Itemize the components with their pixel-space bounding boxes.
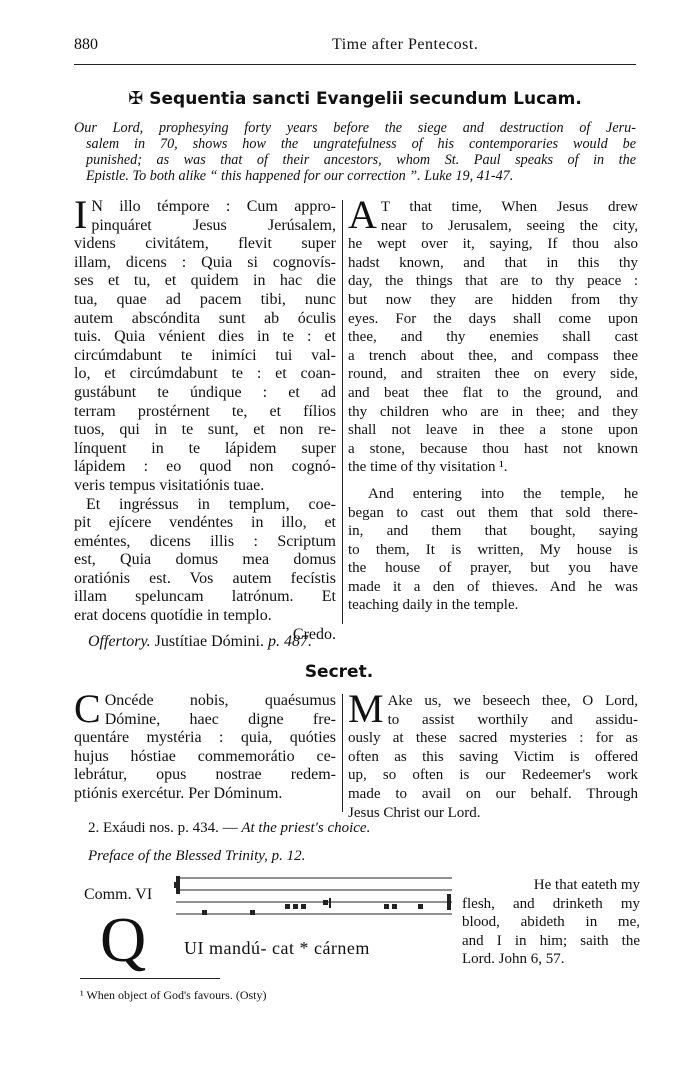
latin-line: tua, quae ad pacem tibi, nunc <box>74 290 336 308</box>
english-line: but now they are hidden from thy <box>348 291 638 308</box>
communion-label: Comm. VI <box>84 886 153 903</box>
offertory <box>88 633 312 651</box>
latin-line: ptiónis exercétur. Per Dóminum. <box>74 784 283 802</box>
latin-line: quentáre mystéria : quia, quóties <box>74 729 336 747</box>
english-line: Jesus Christ our Lord. <box>348 804 481 821</box>
latin-line: est, Quia domus mea domus <box>74 551 336 569</box>
cross-icon: ✠ <box>128 88 144 109</box>
english-line: to assist worthily and assidu- <box>387 711 638 728</box>
english-line: blood, abideth in me, <box>462 914 640 931</box>
gospel-english <box>348 192 638 615</box>
english-line: up, so often is our Redeemer's work <box>348 767 638 784</box>
english-line: And entering into the temple, he <box>368 485 638 502</box>
latin-line: circúmdabunt te inimíci tui val- <box>74 346 336 364</box>
latin-line: oratiónis est. Vos autem fecístis <box>74 569 336 587</box>
english-line: to them, It is written, My house is <box>348 541 638 558</box>
secret-latin <box>74 686 336 804</box>
latin-line: lebrátur, opus nostrae redem- <box>74 766 336 784</box>
column-rule <box>342 200 343 624</box>
gospel-latin-initial: I <box>74 192 88 237</box>
english-line: He that eateth my <box>533 877 640 893</box>
english-line: near to Jerusalem, seeing the city, <box>380 217 638 234</box>
page-header <box>74 36 636 58</box>
latin-line: tuis. Quia vénient dies in te : et <box>74 328 336 346</box>
english-line: the house of prayer, but you have <box>348 560 638 577</box>
latin-line: autem abscóndita sunt ab óculis <box>74 309 336 327</box>
summary-line: Epistle. To both alike “ this happened for our correction ”. Luke 19, 41-47. <box>86 168 514 184</box>
latin-line: Dómine, haec digne fre- <box>104 710 336 728</box>
latin-line: pit ejícere vendéntes in illo, et <box>74 514 336 532</box>
latin-line: veris tempus visitatiónis tuae. <box>74 476 265 494</box>
english-line: hadst known, and that in this thy <box>348 254 638 271</box>
english-line: teaching daily in the temple. <box>348 597 519 614</box>
page-number: 880 <box>74 36 98 53</box>
latin-line: lápidem : eo quod non cognó- <box>74 458 336 476</box>
latin-line: videns civitátem, flevit super <box>74 235 336 253</box>
gospel-summary <box>74 120 636 184</box>
latin-line: tuos, qui in te sunt, et non re- <box>74 421 336 439</box>
latin-credo: Credo. <box>292 625 336 643</box>
english-line: the time of thy visitation ¹. <box>348 459 508 476</box>
latin-line: Oncéde nobis, quaésumus <box>104 692 336 709</box>
secret-title: Secret. <box>304 662 374 682</box>
running-title: Time after Pentecost. <box>332 36 479 53</box>
english-line: Lord. John 6, 57. <box>462 951 565 968</box>
summary-line: punished; as was that of their ancestors, whom St. Paul speaks of in the <box>86 152 636 168</box>
english-line: round, and straiten thee on every side, <box>348 366 638 383</box>
english-line: and beat thee flat to the ground, and <box>348 384 638 401</box>
english-line: made it a den of thieves. And he was <box>348 578 638 595</box>
english-line: often as this saving Victim is offered <box>348 748 638 765</box>
english-line: in, and them that bought, saying <box>348 523 638 540</box>
english-line: T that time, When Jesus drew <box>380 199 638 215</box>
note-prefix: 2. Exáudi nos. p. 434. — <box>88 820 242 836</box>
chant-staff <box>172 872 456 926</box>
english-line: day, the things that are to thy peace : <box>348 273 638 290</box>
latin-line: eméntes, dicens illis : Scriptum <box>74 532 336 550</box>
english-line: Ake us, we beseech thee, O Lord, <box>387 693 638 709</box>
latin-line: erat docens quotídie in templo. <box>74 607 272 625</box>
english-line: thy children who are in thee; and they <box>348 403 638 420</box>
english-line: made to avail on our behalf. Through <box>348 785 638 802</box>
column-rule <box>342 694 343 812</box>
chant-text: UI mandú- cat * cárnem <box>184 938 370 958</box>
offertory-label: Offertory. <box>88 633 151 650</box>
offertory-text: Justítiae Dómini. <box>154 633 264 650</box>
latin-line: illam speluncam latrónum. Et <box>74 588 336 606</box>
communion-english <box>462 876 640 969</box>
summary-line: Our Lord, prophesying forty years before the siege and destruction of Jeru- <box>74 120 636 136</box>
gospel-title <box>74 88 636 109</box>
english-line: shall not leave in thee a stone upon <box>348 422 638 439</box>
latin-line: lo, et circúmdabunt te : et coan- <box>74 365 336 383</box>
latin-line: Et ingréssus in templum, coe- <box>86 495 336 513</box>
communion-initial: Q <box>100 904 147 975</box>
latin-line: línquent in te lápidem super <box>74 439 336 457</box>
english-line: a stone, because thou hast not known <box>348 440 638 457</box>
preface-note: Preface of the Blessed Trinity, p. 12. <box>88 848 306 864</box>
english-line: a trench about thee, and compass thee <box>348 347 638 364</box>
latin-line: N illo témpore : Cum appro- <box>91 198 336 215</box>
header-rule <box>74 64 636 65</box>
latin-line: hujus hóstiae commemorátio ce- <box>74 747 336 765</box>
gospel-latin <box>74 192 336 644</box>
latin-line: gustábunt te úndique : et ad <box>74 383 336 401</box>
gospel-english-initial: A <box>348 192 377 237</box>
footnote-rule <box>80 978 220 979</box>
english-line: began to cast out them that sold there- <box>348 504 638 521</box>
english-line: and I in him; saith the <box>462 932 640 949</box>
secret-english <box>348 686 638 822</box>
latin-line: ses et tu, et quidem in hac die <box>74 272 336 290</box>
gospel-title-text: Sequentia sancti Evangelii secundum Lucam. <box>149 89 582 109</box>
english-line: he wept over it, saying, If thou also <box>348 236 638 253</box>
secret-english-initial: M <box>348 686 384 731</box>
footnote: ¹ When object of God's favours. (Osty) <box>80 988 267 1002</box>
latin-line: pinquáret Jesus Jerúsalem, <box>91 216 336 234</box>
english-line: thee, and thy enemies shall cast <box>348 329 638 346</box>
note-italic: At the priest's choice. <box>241 820 371 836</box>
postcommunion-note <box>88 820 370 837</box>
offertory-page-ref: p. 487. <box>268 633 312 650</box>
latin-line: terram prostérnent te, et fílios <box>74 402 336 420</box>
summary-line: salem in 70, shows how the ungratefulness of his contemporaries would be <box>86 136 636 152</box>
english-line: flesh, and drinketh my <box>462 895 640 912</box>
latin-line: illam, dicens : Quia si cognovís- <box>74 253 336 271</box>
secret-latin-initial: C <box>74 686 101 731</box>
english-line: eyes. For the days shall come upon <box>348 310 638 327</box>
english-line: ously at these sacred mysteries : for as <box>348 730 638 747</box>
